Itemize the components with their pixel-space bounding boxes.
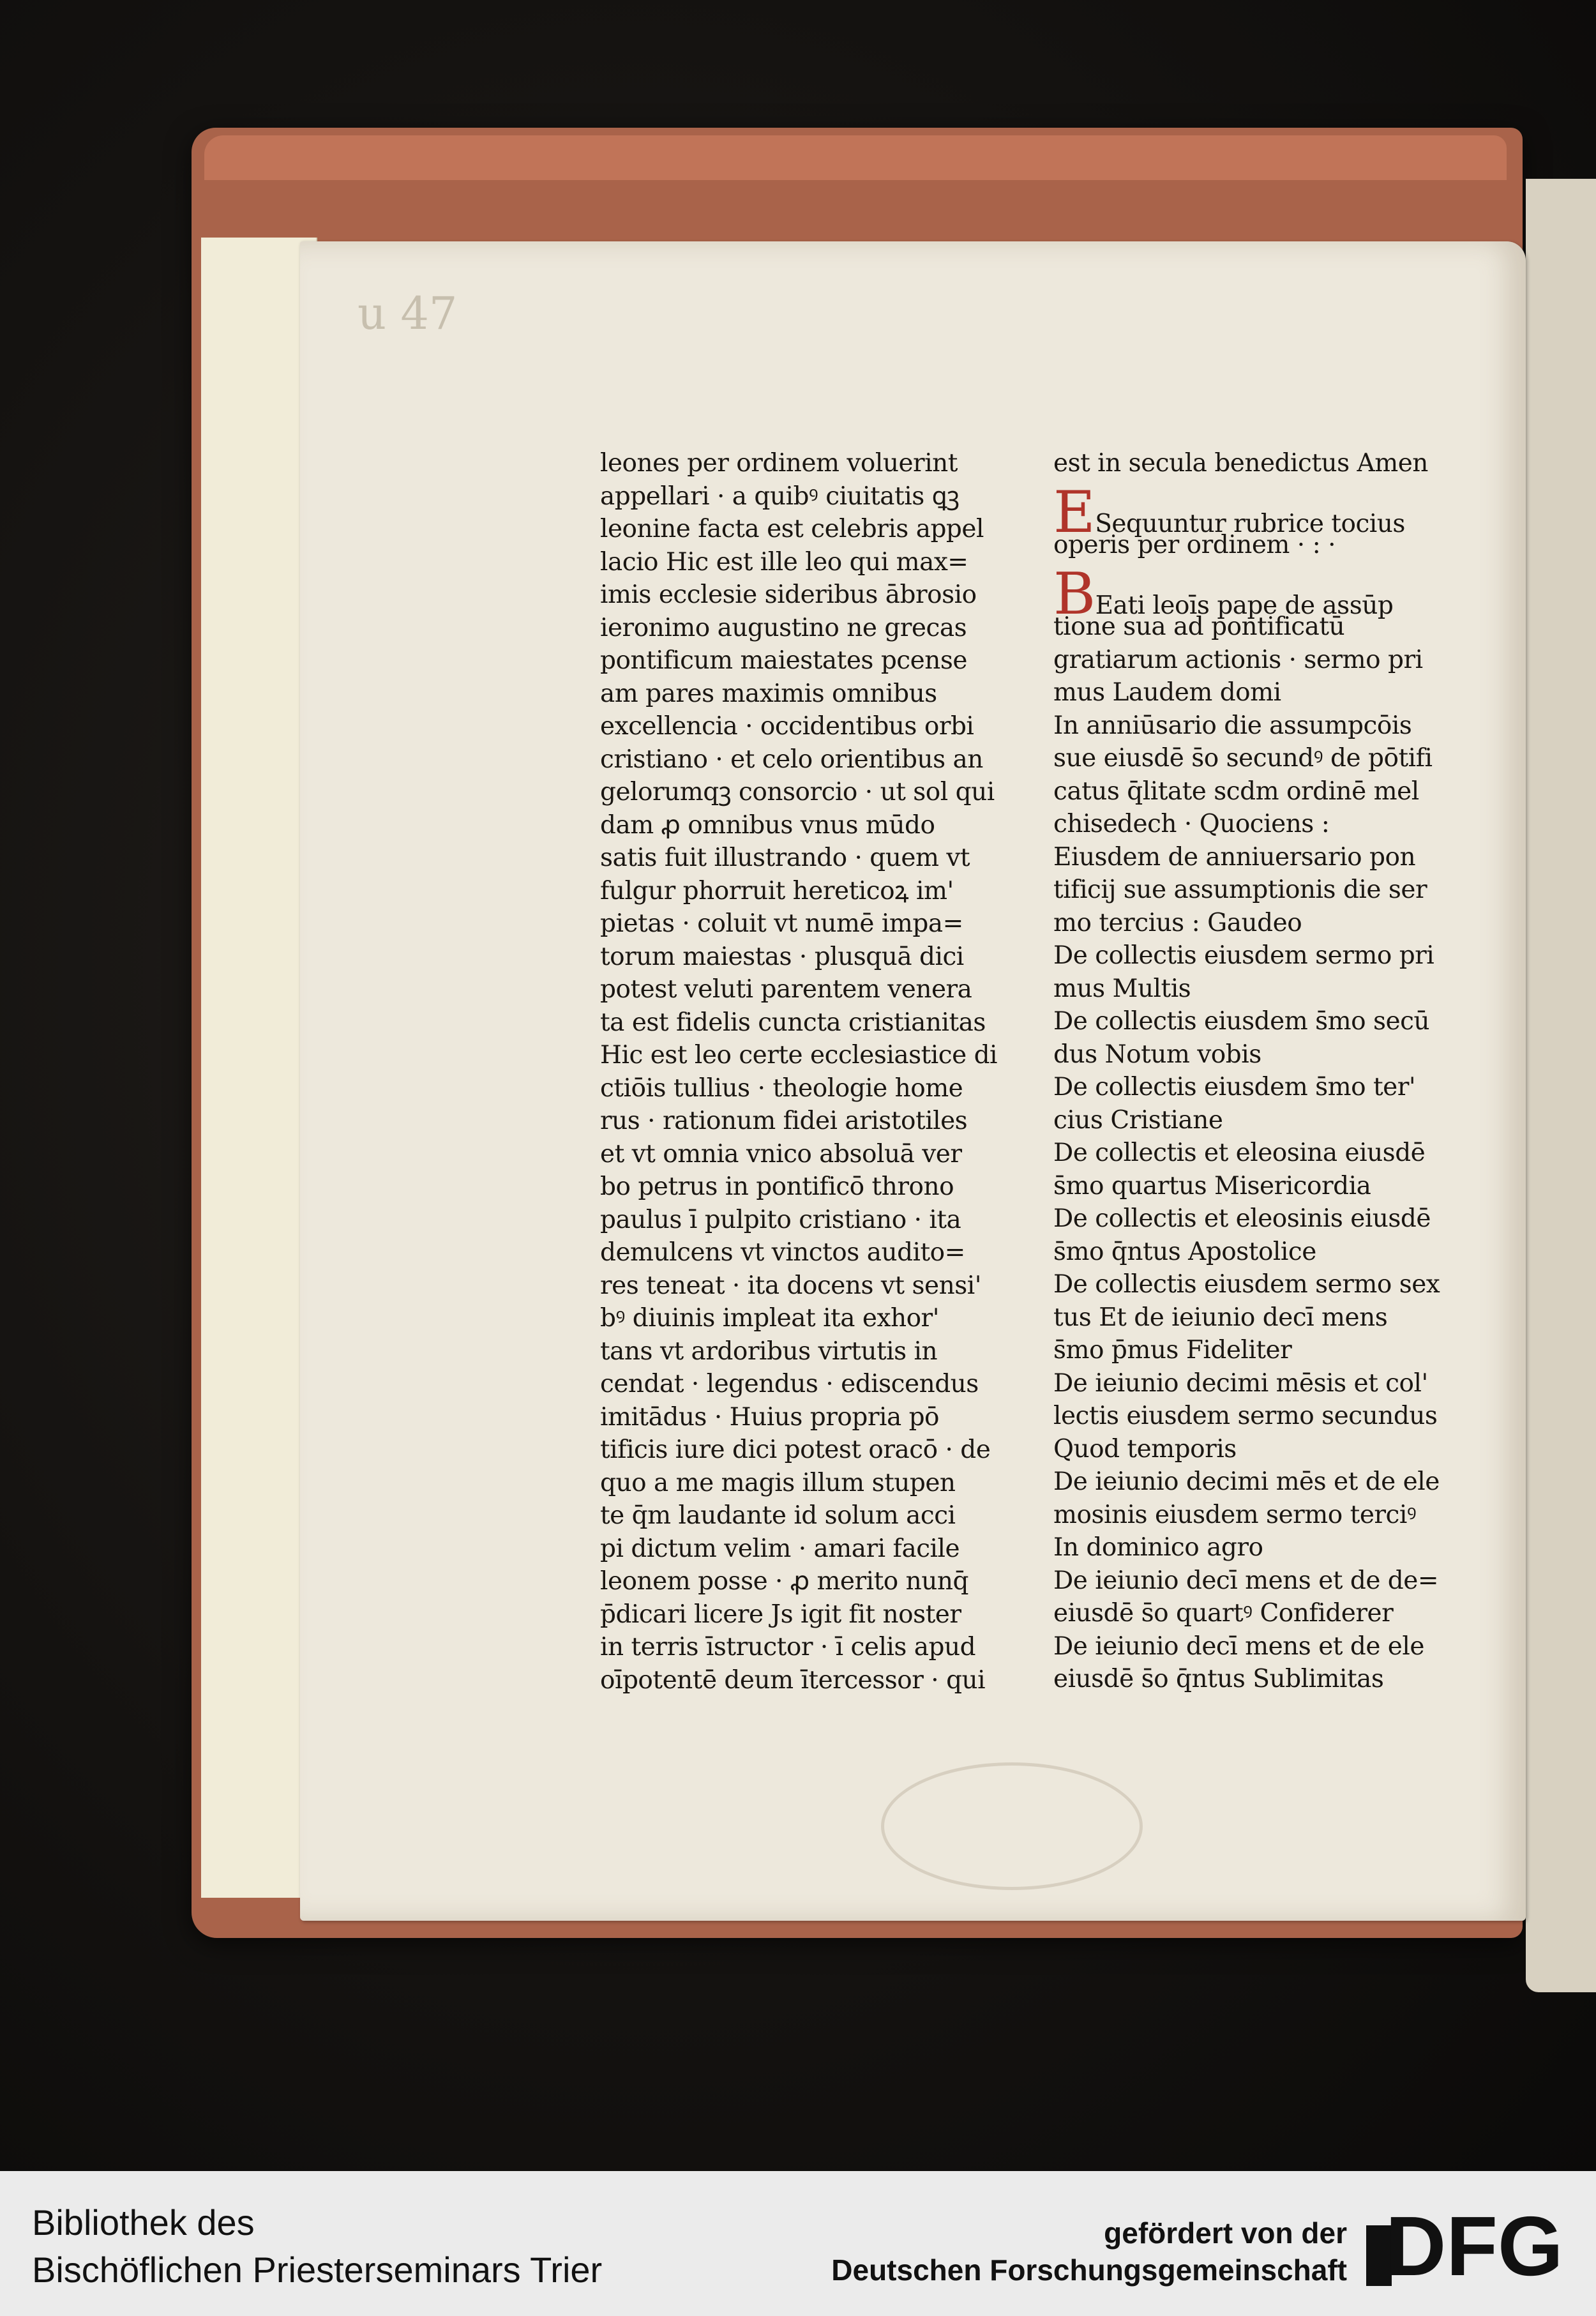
red-initial: B (1053, 560, 1095, 628)
text-line: s̄mo q̄ntus Apostolice (1053, 1237, 1316, 1266)
text-line: pi dictum velim · amari facile (600, 1534, 960, 1563)
text-line: tans vt ardoribus virtutis in (600, 1336, 938, 1366)
dfg-logo-text: DFG (1385, 2199, 1563, 2293)
text-line: lectis eiusdem sermo secundus (1053, 1402, 1438, 1430)
text-line: eiusdē s̄o q̄ntus Sublimitas (1053, 1665, 1384, 1693)
text-line: fulgur phorruit hereticoꝝ im' (600, 876, 954, 905)
text-line: mus Laudem domi (1053, 678, 1281, 707)
text-line: bꝰ diuinis impleat ita exhor' (600, 1304, 939, 1333)
text-line: te q̄m laudante id solum acci (600, 1501, 956, 1530)
dfg-logo (1366, 2199, 1577, 2293)
text-line: De ieiunio decī mens et de de= (1053, 1566, 1439, 1595)
line-gap (1053, 562, 1436, 578)
text-line: paulus ī pulpito cristiano · ita (600, 1205, 961, 1234)
text-line: tificis iure dici potest oracō · de (600, 1435, 991, 1464)
library-stamp (881, 1762, 1143, 1890)
text-line: et vt omnia vnico absoluā ver (600, 1139, 962, 1169)
text-line: operis per ordinem · : · (1053, 531, 1336, 559)
text-line: pontificum maiestates pcense (600, 646, 967, 675)
text-line: oīpotentē deum ītercessor · qui (600, 1665, 986, 1695)
funding-line2: Deutschen Forschungsgemeinschaft (831, 2253, 1347, 2287)
text-line: De ieiunio decī mens et de ele (1053, 1631, 1424, 1661)
text-line: pietas · coluit vt numē impa= (600, 909, 963, 938)
text-line: cendat · legendus · ediscendus (600, 1370, 979, 1398)
text-line: leonine facta est celebris appel (600, 515, 984, 543)
book-cover-edge (204, 135, 1507, 180)
text-line: dus Notum vobis (1053, 1040, 1261, 1069)
text-line: catus q̄litate scdm ordinē mel (1053, 776, 1419, 806)
text-line: De collectis et eleosina eiusdē (1053, 1139, 1426, 1167)
text-line: in terris īstructor · ī celis apud (600, 1633, 976, 1661)
text-line: Eiusdem de anniuersario pon (1053, 842, 1416, 872)
text-line: tus Et de ieiunio decī mens (1053, 1303, 1388, 1332)
funding-line1: gefördert von der (1104, 2216, 1347, 2250)
text-line: chisedech · Quociens : (1053, 810, 1330, 838)
text-line: leones per ordinem voluerint (600, 449, 958, 478)
text-line: excellencia · occidentibus orbi (600, 712, 974, 741)
library-name-line2: Bischöflichen Priesterseminars Trier (32, 2250, 603, 2290)
right-text-column (1053, 447, 1440, 1696)
text-line: De ieiunio decimi mēsis et col' (1053, 1368, 1428, 1398)
text-line: res teneat · ita docens vt sensi' (600, 1271, 981, 1300)
text-line: In anniūsario die assumpcōis (1053, 711, 1412, 740)
pencil-note: u 47 (358, 287, 458, 340)
red-initial: E (1053, 478, 1095, 546)
text-line: demulcens vt vinctos audito= (600, 1238, 965, 1267)
line-gap (1053, 480, 1436, 496)
text-line: gelorumqꝫ consorcio · ut sol qui (600, 778, 995, 806)
text-line: De collectis eiusdem sermo sex (1053, 1270, 1440, 1299)
text-line: sue eiusdē s̄o secundꝰ de pōtifi (1053, 744, 1433, 773)
text-line-body: Eati leoīs pape de assūp (1095, 591, 1394, 620)
text-line: Quod temporis (1053, 1434, 1237, 1464)
text-line: mosinis eiusdem sermo terciꝰ (1053, 1500, 1417, 1529)
text-line: am pares maximis omnibus (600, 679, 937, 708)
text-line: ctiōis tullius · theologie home (600, 1073, 963, 1103)
text-line: De ieiunio decimi mēs et de ele (1053, 1467, 1440, 1496)
text-line: mo tercius : Gaudeo (1053, 908, 1302, 937)
text-line: s̄mo quartus Misericordia (1053, 1171, 1371, 1200)
text-line: cristiano · et celo orientibus an (600, 745, 983, 774)
text-line: torum maiestas · plusquā dici (600, 942, 964, 971)
text-line: leonem posse · ꝓ merito nunq̄ (600, 1567, 968, 1596)
footer-bar (0, 2171, 1596, 2316)
text-line: mus Multis (1053, 974, 1191, 1003)
text-line: dam ꝓ omnibus vnus mūdo (600, 810, 935, 840)
text-line: rus · rationum fidei aristotiles (600, 1107, 968, 1135)
text-line: eiusdē s̄o quartꝰ Confiderer (1053, 1599, 1394, 1628)
text-line: imitādus · Huius propria pō (600, 1402, 940, 1432)
text-line: In dominico agro (1053, 1533, 1263, 1562)
text-line: bo petrus in pontificō throno (600, 1172, 954, 1201)
text-line: lacio Hic est ille leo qui max= (600, 547, 968, 577)
text-line: est in secula benedictus Amen (1053, 449, 1428, 478)
text-line: De collectis et eleosinis eiusdē (1053, 1204, 1431, 1233)
text-line: potest veluti parentem venera (600, 975, 972, 1004)
left-text-column (600, 447, 998, 1697)
text-line: De collectis eiusdem s̄mo ter' (1053, 1073, 1416, 1101)
text-line: cius Cristiane (1053, 1105, 1223, 1135)
text-line: p̄dicari licere Js igit fit noster (600, 1600, 961, 1629)
text-line: appellari · a quibꝰ ciuitatis ꝗꝫ (600, 481, 960, 511)
text-line: ta est fidelis cuncta cristianitas (600, 1008, 986, 1037)
text-line: ieronimo augustino ne grecas (600, 613, 967, 642)
text-line: quo a me magis illum stupen (600, 1468, 956, 1497)
text-line: tificij sue assumptionis die ser (1053, 875, 1427, 904)
text-line-body: Sequuntur rubrice tocius (1095, 509, 1405, 538)
text-line: gratiarum actionis · sermo pri (1053, 645, 1423, 674)
facing-page-edge (1526, 179, 1596, 1992)
text-line: satis fuit illustrando · quem vt (600, 844, 970, 872)
text-line: De collectis eiusdem sermo pri (1053, 941, 1434, 970)
library-name-line1: Bibliothek des (32, 2202, 255, 2243)
text-line: imis ecclesie sideribus ābrosio (600, 580, 977, 609)
text-line: s̄mo p̄mus Fideliter (1053, 1336, 1292, 1365)
text-line: Hic est leo certe ecclesiastice di (600, 1041, 998, 1070)
text-line: De collectis eiusdem s̄mo secū (1053, 1007, 1430, 1036)
text-line: tione sua ad pontificatū (1053, 612, 1345, 641)
